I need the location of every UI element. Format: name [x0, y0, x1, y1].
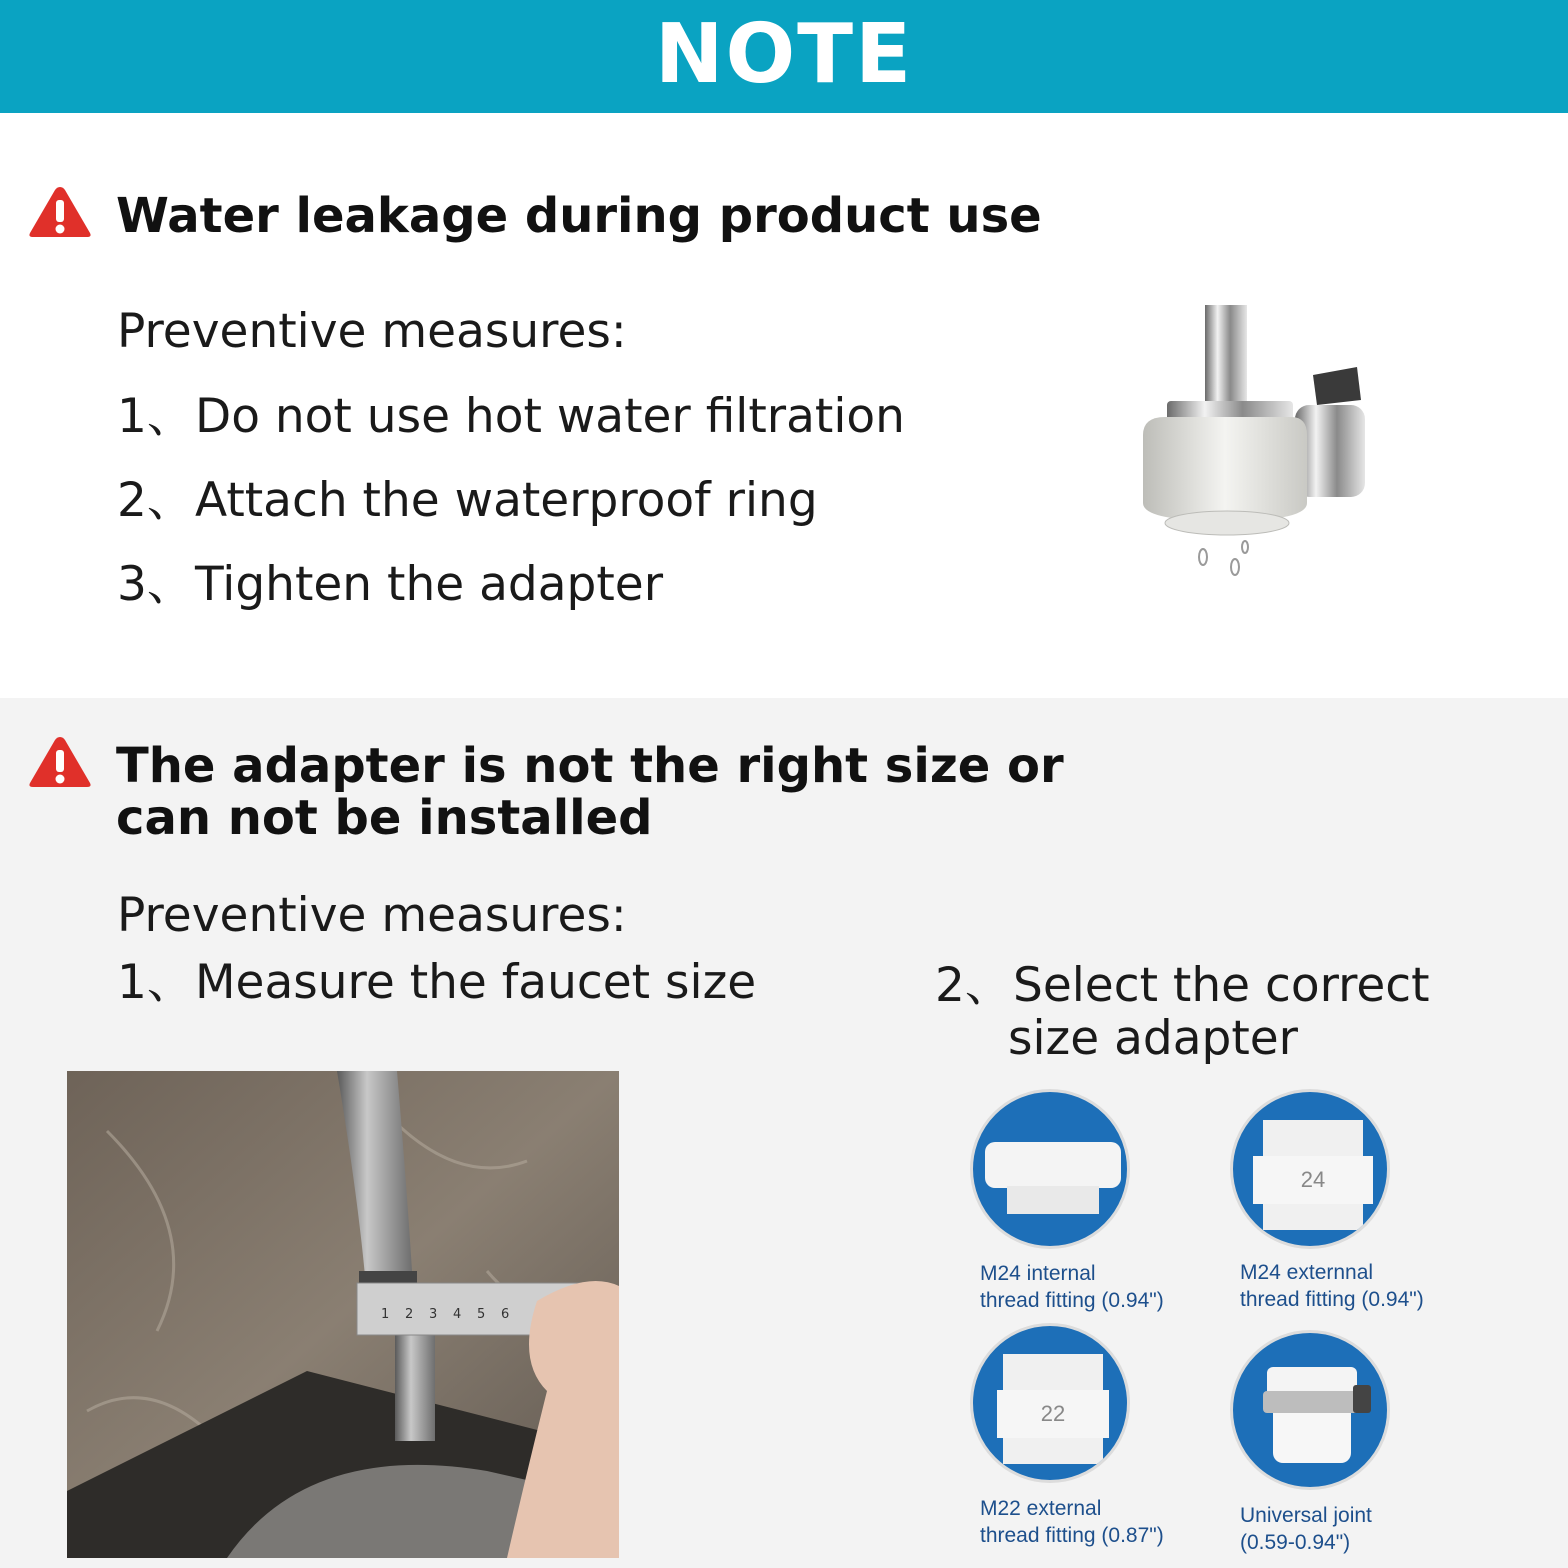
ruler-number: 5: [477, 1307, 486, 1322]
adapter-size-label: 22: [997, 1390, 1109, 1438]
section2-heading-line2: can not be installed: [116, 790, 653, 846]
ruler-number: 3: [429, 1307, 438, 1322]
warning-triangle-icon: [28, 734, 92, 790]
step-number: 1、: [117, 955, 194, 1010]
banner-title: NOTE: [654, 7, 914, 102]
caption-line: Universal joint: [1240, 1504, 1372, 1527]
caption-line: M24 internal: [980, 1262, 1096, 1285]
step-number: 2、: [935, 958, 1012, 1013]
adapter-m22-external-image: [970, 1323, 1130, 1483]
section2-step2-line1: [935, 960, 1430, 1012]
adapter-caption-m22-external: [980, 1495, 1164, 1549]
adapter-universal-joint-image: [1230, 1330, 1390, 1490]
faucet-measurement-photo: [67, 1071, 619, 1558]
section2-step2-line2: size adapter: [1008, 1011, 1299, 1066]
step-text: Select the correct: [1013, 958, 1430, 1013]
adapter-m24-external-image: [1230, 1089, 1390, 1249]
section2-step1: [117, 957, 756, 1009]
item-text: Tighten the adapter: [195, 557, 664, 612]
adapter-caption-m24-internal: [980, 1260, 1164, 1314]
caption-line: (0.59-0.94"): [1240, 1531, 1351, 1554]
ruler-number: 1: [381, 1307, 390, 1322]
section2-heading-line1: The adapter is not the right size or: [116, 738, 1064, 794]
item-number: 2、: [117, 473, 194, 528]
warning-triangle-icon: [28, 184, 92, 240]
caption-line: thread fitting (0.87"): [980, 1524, 1164, 1547]
section2-preventive-label: Preventive measures:: [117, 888, 627, 943]
step-text: Measure the faucet size: [195, 955, 757, 1010]
section1-item-3: [117, 559, 663, 611]
leaking-faucet-filter-image: [1095, 305, 1370, 590]
section1-item-1: [117, 391, 905, 443]
adapter-m24-internal-image: [970, 1089, 1130, 1249]
item-text: Do not use hot water filtration: [195, 389, 905, 444]
item-number: 1、: [117, 389, 194, 444]
note-banner: [0, 0, 1568, 113]
section1-item-2: [117, 475, 818, 527]
adapter-size-label: 24: [1253, 1156, 1373, 1204]
caption-line: M24 externnal: [1240, 1261, 1374, 1284]
item-number: 3、: [117, 557, 194, 612]
caption-line: thread fitting (0.94"): [980, 1289, 1164, 1312]
adapter-caption-universal-joint: [1240, 1502, 1372, 1556]
item-text: Attach the waterproof ring: [195, 473, 818, 528]
caption-line: M22 external: [980, 1497, 1102, 1520]
ruler-number: 4: [453, 1307, 462, 1322]
section1-preventive-label: Preventive measures:: [117, 304, 627, 359]
ruler-number: 6: [501, 1307, 510, 1322]
section1-heading: Water leakage during product use: [116, 188, 1042, 244]
ruler-number: 2: [405, 1307, 414, 1322]
adapter-caption-m24-external: [1240, 1259, 1424, 1313]
caption-line: thread fitting (0.94"): [1240, 1288, 1424, 1311]
